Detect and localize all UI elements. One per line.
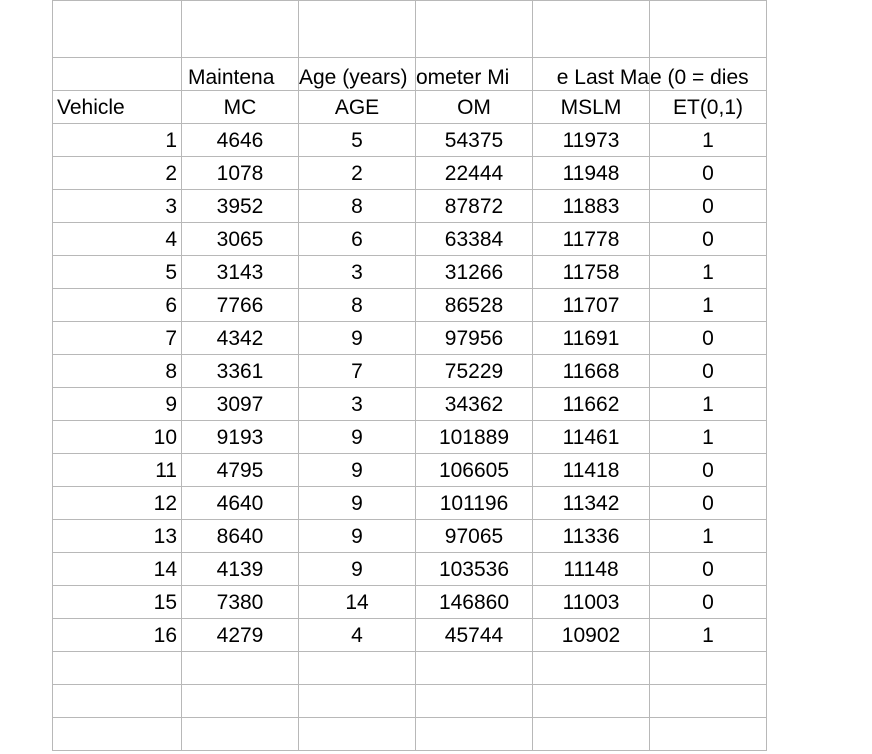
cell[interactable]: [650, 1, 767, 58]
table-row: [53, 619, 767, 652]
table-row: [53, 487, 767, 520]
cell-age[interactable]: 9: [299, 520, 416, 553]
cell-vehicle[interactable]: 3: [53, 190, 182, 223]
cell-et[interactable]: 0: [650, 355, 767, 388]
cell-mslm[interactable]: 11342: [533, 487, 650, 520]
cell-mc[interactable]: 3361: [182, 355, 299, 388]
cell[interactable]: [53, 652, 182, 685]
cell-mslm[interactable]: 11948: [533, 157, 650, 190]
table-row: [53, 124, 767, 157]
cell-om[interactable]: 54375: [416, 124, 533, 157]
cell-mslm[interactable]: 11148: [533, 553, 650, 586]
cell-mslm[interactable]: 11883: [533, 190, 650, 223]
cell-mslm[interactable]: 11691: [533, 322, 650, 355]
cell-vehicle[interactable]: 14: [53, 553, 182, 586]
cell[interactable]: [533, 718, 650, 751]
empty-row: [53, 718, 767, 751]
cell-vehicle[interactable]: 4: [53, 223, 182, 256]
table-row: [53, 454, 767, 487]
cell-et[interactable]: 0: [650, 553, 767, 586]
cell-om[interactable]: 103536: [416, 553, 533, 586]
table-row: [53, 586, 767, 619]
header-cell-age[interactable]: AGE: [299, 91, 416, 124]
cell-om[interactable]: 146860: [416, 586, 533, 619]
cell[interactable]: [299, 718, 416, 751]
cell[interactable]: [182, 685, 299, 718]
cell-mc[interactable]: 4646: [182, 124, 299, 157]
cell-vehicle[interactable]: 9: [53, 388, 182, 421]
cell-et[interactable]: 1: [650, 388, 767, 421]
cell-vehicle[interactable]: 16: [53, 619, 182, 652]
table-row: [53, 355, 767, 388]
cell-mslm[interactable]: 11758: [533, 256, 650, 289]
cell-mslm[interactable]: 11003: [533, 586, 650, 619]
cell[interactable]: [299, 652, 416, 685]
cell[interactable]: [182, 1, 299, 58]
cell-mc[interactable]: 9193: [182, 421, 299, 454]
cell-age[interactable]: 9: [299, 421, 416, 454]
empty-row: [53, 652, 767, 685]
cell-om[interactable]: 45744: [416, 619, 533, 652]
cell-age[interactable]: 3: [299, 256, 416, 289]
cell-age[interactable]: 14: [299, 586, 416, 619]
cell-mslm[interactable]: 11668: [533, 355, 650, 388]
cell-om[interactable]: 63384: [416, 223, 533, 256]
cell-mslm[interactable]: 11973: [533, 124, 650, 157]
table-row: [53, 553, 767, 586]
cell-mc[interactable]: 7766: [182, 289, 299, 322]
cell[interactable]: [533, 652, 650, 685]
cell[interactable]: [533, 1, 650, 58]
spreadsheet-body: [53, 1, 767, 751]
cell-vehicle[interactable]: 6: [53, 289, 182, 322]
cell-vehicle[interactable]: 12: [53, 487, 182, 520]
cell[interactable]: [650, 685, 767, 718]
cell-age[interactable]: 2: [299, 157, 416, 190]
cell-age[interactable]: 3: [299, 388, 416, 421]
cell-om[interactable]: 31266: [416, 256, 533, 289]
cell[interactable]: [299, 685, 416, 718]
cell-mc[interactable]: 4139: [182, 553, 299, 586]
empty-row: [53, 685, 767, 718]
cell-et[interactable]: 0: [650, 223, 767, 256]
cell-et[interactable]: 1: [650, 289, 767, 322]
cell-age[interactable]: 5: [299, 124, 416, 157]
cell-vehicle[interactable]: 10: [53, 421, 182, 454]
cell-mslm[interactable]: 11418: [533, 454, 650, 487]
cell-mslm[interactable]: 11707: [533, 289, 650, 322]
table-row: [53, 157, 767, 190]
cell-om[interactable]: 101196: [416, 487, 533, 520]
cell-et[interactable]: 1: [650, 520, 767, 553]
cell-mc[interactable]: 4640: [182, 487, 299, 520]
cell-mslm[interactable]: 10902: [533, 619, 650, 652]
cell-vehicle[interactable]: 5: [53, 256, 182, 289]
header-cell-vehicle[interactable]: Vehicle: [53, 91, 182, 124]
cell-vehicle[interactable]: 1: [53, 124, 182, 157]
cell-vehicle[interactable]: 15: [53, 586, 182, 619]
cell[interactable]: [416, 1, 533, 58]
cell-et[interactable]: 0: [650, 190, 767, 223]
header-cell-mslm[interactable]: MSLM: [533, 91, 650, 124]
description-row: [53, 58, 767, 91]
description-cell-vehicle[interactable]: [53, 58, 182, 91]
cell-vehicle[interactable]: 7: [53, 322, 182, 355]
table-row: [53, 256, 767, 289]
cell-et[interactable]: 0: [650, 454, 767, 487]
table-row: [53, 289, 767, 322]
table-row: [53, 223, 767, 256]
table-row: [53, 421, 767, 454]
cell-et[interactable]: 1: [650, 619, 767, 652]
description-cell-et[interactable]: e (0 = dies: [650, 58, 767, 91]
cell-age[interactable]: 9: [299, 553, 416, 586]
spreadsheet-table: [52, 0, 767, 751]
cell-age[interactable]: 8: [299, 289, 416, 322]
header-cell-mc[interactable]: MC: [182, 91, 299, 124]
cell-vehicle[interactable]: 2: [53, 157, 182, 190]
header-cell-et[interactable]: ET(0,1): [650, 91, 767, 124]
cell-om[interactable]: 75229: [416, 355, 533, 388]
cell[interactable]: [416, 652, 533, 685]
cell-et[interactable]: 1: [650, 124, 767, 157]
cell-mc[interactable]: 8640: [182, 520, 299, 553]
cell-age[interactable]: 7: [299, 355, 416, 388]
cell[interactable]: [53, 685, 182, 718]
cell-age[interactable]: 6: [299, 223, 416, 256]
cell-om[interactable]: 87872: [416, 190, 533, 223]
cell[interactable]: [416, 718, 533, 751]
cell[interactable]: [182, 652, 299, 685]
cell-age[interactable]: 4: [299, 619, 416, 652]
cell-age[interactable]: 9: [299, 487, 416, 520]
cell-vehicle[interactable]: 11: [53, 454, 182, 487]
cell[interactable]: [182, 718, 299, 751]
description-cell-mslm[interactable]: e Last Ma: [533, 58, 650, 91]
cell-age[interactable]: 9: [299, 454, 416, 487]
cell-mc[interactable]: 7380: [182, 586, 299, 619]
cell-et[interactable]: 0: [650, 586, 767, 619]
cell-mc[interactable]: 3143: [182, 256, 299, 289]
cell[interactable]: [299, 1, 416, 58]
cell-mc[interactable]: 3097: [182, 388, 299, 421]
table-row: [53, 520, 767, 553]
cell-mc[interactable]: 4279: [182, 619, 299, 652]
description-cell-om[interactable]: ometer Mi: [416, 58, 533, 91]
cell-mc[interactable]: 4342: [182, 322, 299, 355]
table-row: [53, 388, 767, 421]
cell-mc[interactable]: 4795: [182, 454, 299, 487]
cell-mc[interactable]: 3065: [182, 223, 299, 256]
cell-mslm[interactable]: 11336: [533, 520, 650, 553]
cell-mslm[interactable]: 11778: [533, 223, 650, 256]
cell[interactable]: [650, 718, 767, 751]
cell-om[interactable]: 97956: [416, 322, 533, 355]
cell-mc[interactable]: 1078: [182, 157, 299, 190]
cell[interactable]: [416, 685, 533, 718]
cell-et[interactable]: 0: [650, 157, 767, 190]
cell-om[interactable]: 101889: [416, 421, 533, 454]
description-cell-mc[interactable]: Maintena: [182, 58, 299, 91]
cell-om[interactable]: 22444: [416, 157, 533, 190]
header-cell-om[interactable]: OM: [416, 91, 533, 124]
cell-vehicle[interactable]: 13: [53, 520, 182, 553]
description-cell-age[interactable]: Age (years): [299, 58, 416, 91]
cell-mc[interactable]: 3952: [182, 190, 299, 223]
cell-et[interactable]: 0: [650, 487, 767, 520]
cell-et[interactable]: 1: [650, 256, 767, 289]
header-row: [53, 91, 767, 124]
cell-mslm[interactable]: 11662: [533, 388, 650, 421]
cell-om[interactable]: 106605: [416, 454, 533, 487]
cell-vehicle[interactable]: 8: [53, 355, 182, 388]
cell-om[interactable]: 86528: [416, 289, 533, 322]
cell[interactable]: [53, 718, 182, 751]
cell-mslm[interactable]: 11461: [533, 421, 650, 454]
blank-top-row: [53, 1, 767, 58]
table-row: [53, 190, 767, 223]
cell[interactable]: [53, 1, 182, 58]
table-row: [53, 322, 767, 355]
cell-om[interactable]: 97065: [416, 520, 533, 553]
cell-om[interactable]: 34362: [416, 388, 533, 421]
cell-et[interactable]: 0: [650, 322, 767, 355]
cell[interactable]: [650, 652, 767, 685]
cell-age[interactable]: 8: [299, 190, 416, 223]
cell[interactable]: [533, 685, 650, 718]
cell-age[interactable]: 9: [299, 322, 416, 355]
cell-et[interactable]: 1: [650, 421, 767, 454]
